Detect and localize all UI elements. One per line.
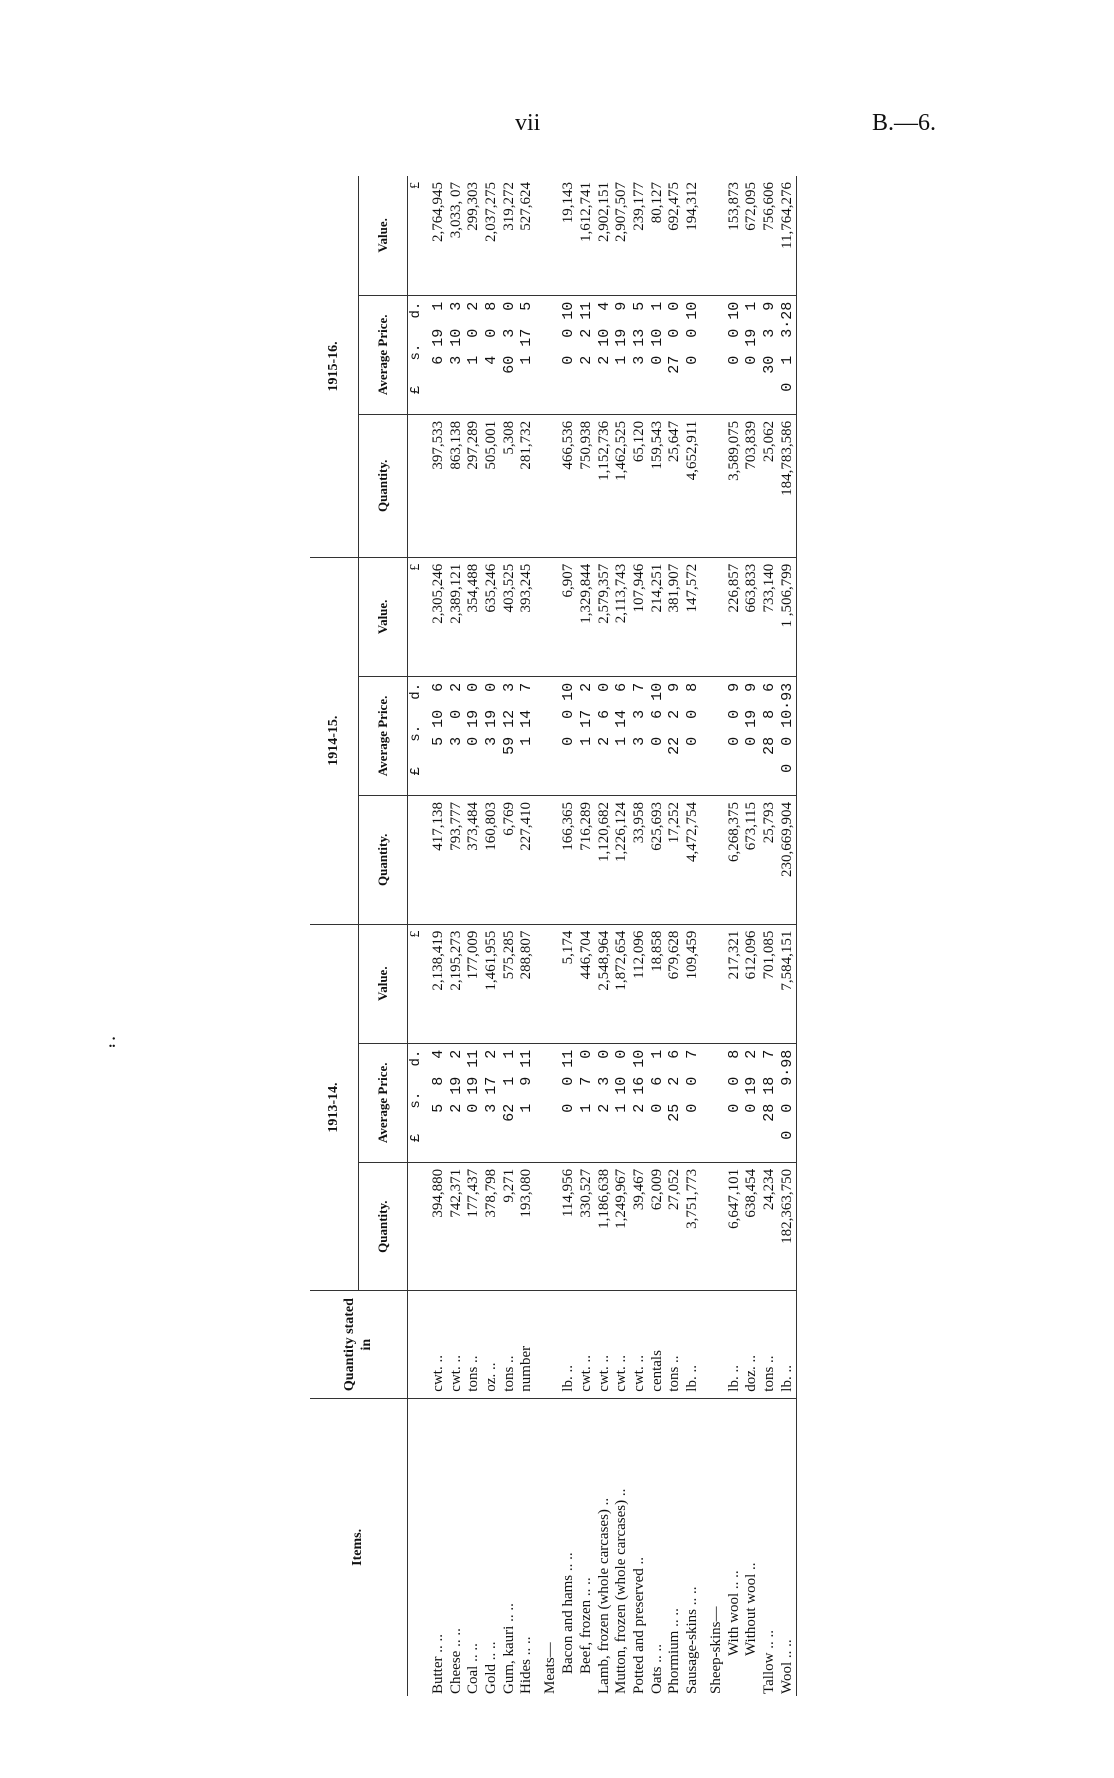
value-cell: 226,857	[726, 557, 744, 676]
quantity-cell: 24,234	[761, 1162, 779, 1291]
average-price-cell: 2 2 11	[578, 295, 596, 414]
value-cell: 5,174	[560, 924, 578, 1043]
quantity-cell: 6,268,375	[726, 796, 744, 925]
value-cell: 109,459	[684, 924, 708, 1043]
average-price-cell: 0 0 8	[726, 1043, 744, 1162]
value-cell: 2,305,246	[430, 557, 448, 676]
quantity-cell: 184,783,586	[779, 414, 797, 557]
table-row	[708, 176, 726, 1696]
average-price-cell: 0 0 10	[726, 295, 744, 414]
value-cell: 1,872,654	[613, 924, 631, 1043]
average-price-cell: 2 16 10	[631, 1043, 649, 1162]
quantity-cell: 160,803	[483, 796, 501, 925]
average-price-cell: 0 19 1	[743, 295, 761, 414]
average-price-cell: 3 19 0	[483, 676, 501, 795]
average-price-cell: 0 10 1	[649, 295, 667, 414]
item-name: Butter .. ..	[430, 1634, 446, 1694]
average-price-cell: 0 6 1	[649, 1043, 667, 1162]
value-cell	[708, 176, 726, 295]
value-unit: £	[408, 176, 431, 295]
average-price-cell	[542, 676, 560, 795]
item-name: Cheese .. ..	[447, 1628, 464, 1694]
quantity-unit: cwt. ..	[613, 1291, 631, 1398]
value-cell: 733,140	[761, 557, 779, 676]
value-cell: 1 ,506,799	[779, 557, 797, 676]
value-cell: 446,704	[578, 924, 596, 1043]
table-row	[743, 176, 761, 1696]
quantity-unit: tons ..	[761, 1291, 779, 1398]
average-price-cell: 59 12 3	[501, 676, 519, 795]
quantity-cell: 182,363,750	[779, 1162, 797, 1291]
average-price-cell: 60 3 0	[501, 295, 519, 414]
quantity-cell: 166,365	[560, 796, 578, 925]
quantity-cell: 25,793	[761, 796, 779, 925]
value-cell: 635,246	[483, 557, 501, 676]
value-cell: 2,764,945	[430, 176, 448, 295]
average-price-cell: 5 10 6	[430, 676, 448, 795]
quantity-cell: 625,693	[649, 796, 667, 925]
average-price-cell	[708, 1043, 726, 1162]
price-units: £ s. d.	[408, 676, 431, 795]
average-price-cell: 1 14 7	[518, 676, 542, 795]
quantity-cell: 4,652,911	[684, 414, 708, 557]
quantity-unit: lb. ..	[684, 1291, 708, 1398]
quantity-cell: 1,152,736	[596, 414, 614, 557]
value-cell: 194,312	[684, 176, 708, 295]
average-price-cell: 62 1 1	[501, 1043, 519, 1162]
table-row	[542, 176, 560, 1696]
quantity-cell: 397,533	[430, 414, 448, 557]
table-row	[761, 176, 779, 1696]
value-cell: 217,321	[726, 924, 744, 1043]
table-body	[408, 176, 797, 1696]
quantity-cell: 742,371	[448, 1162, 466, 1291]
average-price-cell: 0 0 7	[684, 1043, 708, 1162]
quantity-header: Quantity.	[359, 414, 408, 557]
item-name: Hides .. ..	[518, 1636, 535, 1694]
value-cell: 2,902,151	[596, 176, 614, 295]
quantity-unit: cwt. ..	[448, 1291, 466, 1398]
average-price-cell: 1 0 2	[465, 295, 483, 414]
average-price-cell: 30 3 9	[761, 295, 779, 414]
quantity-unit: cwt. ..	[578, 1291, 596, 1398]
average-price-cell	[542, 295, 560, 414]
currency-row	[408, 176, 431, 1696]
average-price-cell: 2 6 0	[596, 676, 614, 795]
value-cell: 112,096	[631, 924, 649, 1043]
table-row	[666, 176, 684, 1696]
quantity-cell: 230,669,904	[779, 796, 797, 925]
value-cell: 19,143	[560, 176, 578, 295]
average-price-cell: 28 8 6	[761, 676, 779, 795]
value-cell: 18,858	[649, 924, 667, 1043]
quantity-cell: 394,880	[430, 1162, 448, 1291]
value-cell: 672,095	[743, 176, 761, 295]
average-price-cell: 22 2 9	[666, 676, 684, 795]
quantity-unit: tons ..	[465, 1291, 483, 1398]
average-price-cell	[708, 676, 726, 795]
year-header-1914: 1914-15.	[310, 557, 359, 924]
item-name: Coal .. ..	[465, 1643, 482, 1694]
average-price-cell	[542, 1043, 560, 1162]
quantity-cell: 673,115	[743, 796, 761, 925]
value-cell: 2,579,357	[596, 557, 614, 676]
average-price-cell: 5 8 4	[430, 1043, 448, 1162]
value-cell: 288,807	[518, 924, 542, 1043]
average-price-cell: 0 0 10·93	[779, 676, 797, 795]
average-price-cell: 0 0 8	[684, 676, 708, 795]
year-header-1913: 1913-14.	[310, 924, 359, 1291]
value-cell: 1,329,844	[578, 557, 596, 676]
average-price-cell: 2 19 2	[448, 1043, 466, 1162]
item-name: Wool .. ..	[779, 1398, 797, 1696]
average-price-cell: 0 6 10	[649, 676, 667, 795]
value-cell: 2,548,964	[596, 924, 614, 1043]
quantity-cell: 177,437	[465, 1162, 483, 1291]
value-cell: 663,833	[743, 557, 761, 676]
quantity-cell: 9,271	[501, 1162, 519, 1291]
item-name: Gold .. ..	[483, 1641, 500, 1694]
average-price-cell: 28 18 7	[761, 1043, 779, 1162]
average-price-cell: 27 0 0	[666, 295, 684, 414]
quantity-cell: 417,138	[430, 796, 448, 925]
average-price-cell: 0 0 11	[560, 1043, 578, 1162]
quantity-cell: 1,462,525	[613, 414, 631, 557]
value-cell: 239,177	[631, 176, 649, 295]
returns-table-frame	[310, 176, 796, 1696]
quantity-cell: 750,938	[578, 414, 596, 557]
quantity-cell: 114,956	[560, 1162, 578, 1291]
item-name: Mutton, frozen (whole carcases) ..	[613, 1488, 630, 1694]
average-price-cell: 4 0 8	[483, 295, 501, 414]
page-number: vii	[515, 110, 541, 136]
quantity-cell: 1,120,682	[596, 796, 614, 925]
average-price-cell: 3 10 3	[448, 295, 466, 414]
quantity-cell: 378,798	[483, 1162, 501, 1291]
value-header: Value.	[359, 557, 408, 676]
value-cell: 403,525	[501, 557, 519, 676]
quantity-cell: 17,252	[666, 796, 684, 925]
value-cell: 299,303	[465, 176, 483, 295]
quantity-cell: 863,138	[448, 414, 466, 557]
value-cell	[542, 176, 560, 295]
price-header: Average Price.	[359, 1043, 408, 1162]
quantity-unit: cwt. ..	[631, 1291, 649, 1398]
item-name: Without wool ..	[743, 1562, 760, 1656]
item-name: Tallow .. ..	[761, 1630, 777, 1694]
average-price-cell: 0 0 9	[726, 676, 744, 795]
value-cell: 80,127	[649, 176, 667, 295]
quantity-unit: tons ..	[501, 1291, 519, 1398]
quantity-cell: 25,647	[666, 414, 684, 557]
table-row	[560, 176, 578, 1696]
quantity-cell: 281,732	[518, 414, 542, 557]
quantity-cell: 159,543	[649, 414, 667, 557]
average-price-cell: 2 3 0	[596, 1043, 614, 1162]
average-price-cell: 0 0 10	[560, 676, 578, 795]
quantity-cell: 1,186,638	[596, 1162, 614, 1291]
quantity-cell: 6,769	[501, 796, 519, 925]
item-name: With wool .. ..	[725, 1570, 742, 1656]
value-cell	[708, 557, 726, 676]
quantity-cell: 3,751,773	[684, 1162, 708, 1291]
item-name: Oats .. ..	[648, 1644, 665, 1694]
value-cell: 2,138,419	[430, 924, 448, 1043]
value-header: Value.	[359, 176, 408, 295]
quantity-cell: 27,052	[666, 1162, 684, 1291]
quantity-cell: 466,536	[560, 414, 578, 557]
average-price-cell: 1 10 0	[613, 1043, 631, 1162]
item-name: Potted and preserved ..	[630, 1556, 647, 1694]
price-units: £ s. d.	[408, 295, 431, 414]
value-cell: 7,584,151	[779, 924, 797, 1043]
average-price-cell: 3 0 2	[448, 676, 466, 795]
quantity-unit: cwt. ..	[430, 1291, 448, 1398]
value-header: Value.	[359, 924, 408, 1043]
quantity-unit: doz. ..	[743, 1291, 761, 1398]
table-row	[631, 176, 649, 1696]
quantity-unit	[708, 1291, 726, 1398]
value-cell: 11,764,276	[779, 176, 797, 295]
average-price-cell: 3 13 5	[631, 295, 649, 414]
quantity-unit: lb. ..	[560, 1291, 578, 1398]
quantity-cell: 62,009	[649, 1162, 667, 1291]
value-cell: 354,488	[465, 557, 483, 676]
value-cell: 147,572	[684, 557, 708, 676]
quantity-unit: lb. ..	[726, 1291, 744, 1398]
average-price-cell: 1 19 9	[613, 295, 631, 414]
value-cell: 2,037,275	[483, 176, 501, 295]
value-cell: 612,096	[743, 924, 761, 1043]
value-cell: 381,907	[666, 557, 684, 676]
value-unit: £	[408, 557, 431, 676]
item-name: Beef, frozen .. ..	[577, 1577, 594, 1674]
average-price-cell: 0 1 3·28	[779, 295, 797, 414]
quantity-unit: tons ..	[666, 1291, 684, 1398]
unit-header: Quantity stated in	[310, 1291, 408, 1398]
average-price-cell: 0 19 2	[743, 1043, 761, 1162]
average-price-cell: 0 0 10	[684, 295, 708, 414]
value-cell: 692,475	[666, 176, 684, 295]
quantity-unit: oz. ..	[483, 1291, 501, 1398]
item-name: Meats—	[542, 1642, 559, 1694]
value-cell: 701,085	[761, 924, 779, 1043]
table-row	[578, 176, 596, 1696]
value-cell: 1,461,955	[483, 924, 501, 1043]
value-unit: £	[408, 924, 431, 1043]
value-cell: 393,245	[518, 557, 542, 676]
table-row	[613, 176, 631, 1696]
quantity-cell: 505,001	[483, 414, 501, 557]
average-price-cell: 1 7 0	[578, 1043, 596, 1162]
value-cell	[542, 924, 560, 1043]
quantity-cell: 297,289	[465, 414, 483, 557]
value-cell: 1,612,741	[578, 176, 596, 295]
table-row	[448, 176, 466, 1696]
value-cell: 6,907	[560, 557, 578, 676]
quantity-cell	[708, 414, 726, 557]
items-header: Items.	[310, 1398, 408, 1696]
quantity-cell: 703,839	[743, 414, 761, 557]
quantity-cell: 638,454	[743, 1162, 761, 1291]
average-price-cell: 1 17 5	[518, 295, 542, 414]
quantity-unit	[542, 1291, 560, 1398]
print-speck: .:	[108, 1030, 115, 1052]
value-cell: 3,033, 07	[448, 176, 466, 295]
value-cell	[708, 924, 726, 1043]
quantity-cell: 3,589,075	[726, 414, 744, 557]
quantity-cell	[708, 796, 726, 925]
average-price-cell: 25 2 6	[666, 1043, 684, 1162]
item-name: Phormium .. ..	[666, 1608, 683, 1694]
average-price-cell: 1 9 11	[518, 1043, 542, 1162]
quantity-cell: 373,484	[465, 796, 483, 925]
quantity-cell: 65,120	[631, 414, 649, 557]
quantity-cell	[542, 1162, 560, 1291]
quantity-cell: 793,777	[448, 796, 466, 925]
quantity-cell: 1,226,124	[613, 796, 631, 925]
value-cell: 527,624	[518, 176, 542, 295]
price-header: Average Price.	[359, 295, 408, 414]
quantity-cell	[542, 414, 560, 557]
exports-returns-table	[310, 176, 797, 1696]
value-cell: 153,873	[726, 176, 744, 295]
quantity-unit: cwt. ..	[596, 1291, 614, 1398]
quantity-cell: 716,289	[578, 796, 596, 925]
average-price-cell: 6 19 1	[430, 295, 448, 414]
value-cell: 319,272	[501, 176, 519, 295]
item-name: Sheep-skins—	[707, 1606, 724, 1694]
average-price-cell: 0 0 9·98	[779, 1043, 797, 1162]
quantity-cell: 227,410	[518, 796, 542, 925]
quantity-header: Quantity.	[359, 796, 408, 925]
item-name: Lamb, frozen (whole carcases) ..	[595, 1497, 612, 1694]
quantity-cell: 193,080	[518, 1162, 542, 1291]
year-header-1915: 1915-16.	[310, 176, 359, 557]
value-cell: 2,907,507	[613, 176, 631, 295]
value-cell: 575,285	[501, 924, 519, 1043]
value-cell: 679,628	[666, 924, 684, 1043]
table-row	[430, 176, 448, 1696]
table-row	[684, 176, 708, 1696]
quantity-unit: lb. ..	[779, 1291, 797, 1398]
table-row	[483, 176, 501, 1696]
average-price-cell: 1 17 2	[578, 676, 596, 795]
price-header: Average Price.	[359, 676, 408, 795]
average-price-cell: 2 10 4	[596, 295, 614, 414]
value-cell: 756,606	[761, 176, 779, 295]
price-units: £ s. d.	[408, 1043, 431, 1162]
quantity-cell: 1,249,967	[613, 1162, 631, 1291]
quantity-cell: 39,467	[631, 1162, 649, 1291]
quantity-unit: number	[518, 1291, 542, 1398]
average-price-cell: 0 19 0	[465, 676, 483, 795]
quantity-cell: 6,647,101	[726, 1162, 744, 1291]
average-price-cell: 0 19 9	[743, 676, 761, 795]
quantity-cell: 4,472,754	[684, 796, 708, 925]
quantity-cell: 330,527	[578, 1162, 596, 1291]
value-cell: 214,251	[649, 557, 667, 676]
value-cell: 2,195,273	[448, 924, 466, 1043]
item-name: Bacon and hams .. ..	[560, 1552, 577, 1674]
value-cell: 2,113,743	[613, 557, 631, 676]
table-row	[465, 176, 483, 1696]
document-reference: B.—6.	[872, 110, 937, 136]
table-row	[596, 176, 614, 1696]
item-name: Sausage-skins .. ..	[683, 1586, 700, 1694]
table-row	[726, 176, 744, 1696]
quantity-cell	[542, 796, 560, 925]
average-price-cell: 3 3 7	[631, 676, 649, 795]
quantity-cell	[708, 1162, 726, 1291]
value-cell: 2,389,121	[448, 557, 466, 676]
quantity-cell: 25,062	[761, 414, 779, 557]
quantity-header: Quantity.	[359, 1162, 408, 1291]
average-price-cell	[708, 295, 726, 414]
value-cell: 107,946	[631, 557, 649, 676]
quantity-cell: 5,308	[501, 414, 519, 557]
table-row	[649, 176, 667, 1696]
table-row	[518, 176, 542, 1696]
table-row	[501, 176, 519, 1696]
table-row	[779, 176, 797, 1696]
quantity-cell: 33,958	[631, 796, 649, 925]
average-price-cell: 0 0 10	[560, 295, 578, 414]
average-price-cell: 1 14 6	[613, 676, 631, 795]
value-cell: 177,009	[465, 924, 483, 1043]
average-price-cell: 0 19 11	[465, 1043, 483, 1162]
item-name: Gum, kauri .. ..	[500, 1603, 517, 1694]
quantity-unit: centals	[649, 1291, 667, 1398]
average-price-cell: 3 17 2	[483, 1043, 501, 1162]
value-cell	[542, 557, 560, 676]
